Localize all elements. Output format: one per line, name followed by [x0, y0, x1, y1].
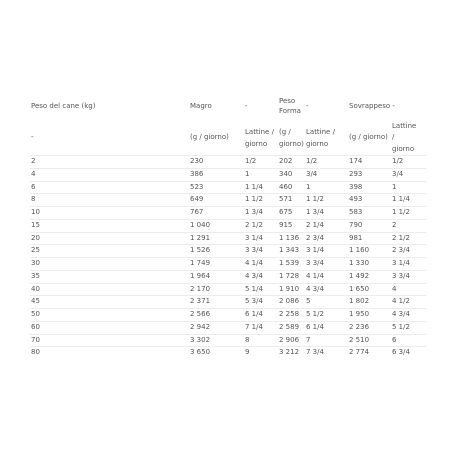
cell-sovra-g: 2 510: [349, 335, 370, 344]
cell-forma-g: 1 343: [279, 246, 300, 255]
cell-magro-g: 2 170: [190, 284, 211, 293]
subheader-magro-lattine-l1: Lattine /: [245, 128, 274, 136]
cell-forma-g: 2 086: [279, 297, 300, 306]
cell-sovra-lattine: 4 3/4: [392, 310, 410, 318]
cell-weight: 80: [31, 348, 40, 357]
cell-weight: 20: [31, 233, 40, 242]
cell-magro-lattine: 1 3/4: [245, 208, 263, 216]
subheader-magro-lattine-l2: giorno: [245, 140, 268, 148]
cell-forma-g: 2 906: [279, 335, 300, 344]
cell-sovra-g: 790: [349, 220, 363, 229]
cell-magro-lattine: 1: [245, 169, 250, 178]
cell-magro-g: 2 566: [190, 310, 211, 318]
cell-forma-lattine: 2 3/4: [306, 233, 324, 242]
row-divider: [30, 168, 426, 169]
cell-forma-lattine: 1 1/2: [306, 195, 324, 204]
cell-magro-lattine: 8: [245, 335, 250, 344]
cell-magro-g: 1 526: [190, 246, 211, 255]
cell-magro-g: 3 650: [190, 348, 211, 357]
row-divider: [30, 334, 426, 335]
cell-weight: 30: [31, 259, 40, 267]
row-divider: [30, 308, 426, 309]
cell-sovra-g: 1 650: [349, 284, 370, 293]
cell-magro-lattine: 3 3/4: [245, 246, 263, 255]
row-divider: [30, 193, 426, 194]
cell-forma-lattine: 7 3/4: [306, 348, 324, 357]
cell-weight: 10: [31, 208, 40, 216]
cell-magro-g: 1 291: [190, 233, 211, 242]
row-divider: [30, 295, 426, 296]
subheader-forma-g-l1: (g /: [279, 128, 291, 136]
cell-magro-g: 1 964: [190, 271, 211, 280]
subheader-forma-lattine-l1: Lattine /: [306, 128, 335, 136]
header-dash-1: -: [245, 102, 248, 110]
cell-magro-lattine: 2 1/2: [245, 220, 263, 229]
cell-forma-lattine: 5: [306, 297, 311, 306]
cell-magro-lattine: 5 1/4: [245, 284, 263, 293]
row-divider: [30, 321, 426, 322]
cell-forma-g: 460: [279, 182, 293, 191]
subheader-sovra-g: (g / giorno): [349, 133, 388, 141]
cell-magro-lattine: 4 3/4: [245, 271, 263, 280]
cell-sovra-lattine: 3 3/4: [392, 271, 410, 280]
cell-magro-lattine: 5 3/4: [245, 297, 263, 306]
cell-forma-g: 571: [279, 195, 293, 204]
subheader-sovra-lattine-l3: giorno: [392, 145, 415, 153]
cell-forma-g: 3 212: [279, 348, 300, 357]
row-divider: [30, 283, 426, 284]
header-sovrappeso: Sovrappeso -: [349, 102, 395, 110]
cell-sovra-g: 2 236: [349, 322, 370, 331]
cell-magro-lattine: 4 1/4: [245, 259, 263, 267]
cell-forma-g: 1 910: [279, 284, 300, 293]
cell-magro-lattine: 9: [245, 348, 250, 357]
cell-sovra-g: 1 802: [349, 297, 370, 306]
cell-weight: 4: [31, 169, 36, 178]
cell-magro-lattine: 7 1/4: [245, 322, 263, 331]
cell-forma-g: 1 539: [279, 259, 300, 267]
cell-forma-lattine: 3/4: [306, 169, 318, 178]
cell-weight: 45: [31, 297, 40, 306]
header-peso-forma-line2: Forma: [279, 107, 301, 115]
row-divider: [30, 257, 426, 258]
cell-weight: 15: [31, 220, 40, 229]
cell-forma-g: 2 589: [279, 322, 300, 331]
cell-weight: 8: [31, 195, 36, 204]
cell-magro-g: 1 749: [190, 259, 211, 267]
cell-weight: 25: [31, 246, 40, 255]
cell-weight: 50: [31, 310, 40, 318]
cell-magro-g: 767: [190, 208, 204, 216]
subheader-forma-lattine-l2: giorno: [306, 140, 329, 148]
subheader-magro-g: (g / giorno): [190, 133, 229, 141]
subheader-forma-g-l2: giorno): [279, 140, 304, 148]
cell-forma-lattine: 2 1/4: [306, 220, 324, 229]
cell-magro-lattine: 6 1/4: [245, 310, 263, 318]
cell-sovra-g: 493: [349, 195, 363, 204]
subheader-sovra-lattine-l2: /: [392, 133, 395, 141]
cell-magro-g: 3 302: [190, 335, 211, 344]
cell-forma-g: 340: [279, 169, 293, 178]
cell-sovra-g: 2 774: [349, 348, 370, 357]
cell-forma-lattine: 7: [306, 335, 311, 344]
cell-sovra-g: 293: [349, 169, 363, 178]
cell-sovra-lattine: 6: [392, 335, 397, 344]
cell-magro-lattine: 1/2: [245, 157, 257, 165]
row-divider: [30, 181, 426, 182]
row-divider: [30, 346, 426, 347]
cell-forma-g: 1 136: [279, 233, 300, 242]
cell-sovra-lattine: 3/4: [392, 169, 404, 178]
row-divider: [30, 206, 426, 207]
cell-sovra-g: 1 160: [349, 246, 370, 255]
cell-magro-g: 2 371: [190, 297, 211, 306]
cell-sovra-lattine: 2 3/4: [392, 246, 410, 255]
row-divider: [30, 244, 426, 245]
cell-sovra-lattine: 4: [392, 284, 397, 293]
cell-weight: 70: [31, 335, 40, 344]
cell-forma-g: 2 258: [279, 310, 300, 318]
cell-magro-g: 1 040: [190, 220, 211, 229]
cell-sovra-lattine: 1/2: [392, 157, 404, 165]
cell-sovra-g: 174: [349, 157, 363, 165]
cell-sovra-lattine: 2 1/2: [392, 233, 410, 242]
row-divider: [30, 219, 426, 220]
cell-forma-g: 915: [279, 220, 293, 229]
cell-forma-lattine: 1: [306, 182, 311, 191]
cell-forma-lattine: 6 1/4: [306, 322, 324, 331]
cell-sovra-lattine: 1 1/2: [392, 208, 410, 216]
cell-sovra-lattine: 4 1/2: [392, 297, 410, 306]
cell-sovra-g: 1 492: [349, 271, 370, 280]
cell-forma-lattine: 1/2: [306, 157, 318, 165]
header-peso-forma-line1: Peso: [279, 97, 296, 105]
cell-magro-g: 2 942: [190, 322, 211, 331]
cell-forma-g: 675: [279, 208, 293, 216]
cell-sovra-lattine: 6 3/4: [392, 348, 410, 357]
cell-sovra-g: 1 950: [349, 310, 370, 318]
cell-weight: 40: [31, 284, 40, 293]
cell-weight: 2: [31, 157, 36, 165]
cell-magro-g: 523: [190, 182, 204, 191]
cell-magro-g: 386: [190, 169, 204, 178]
header-magro: Magro: [190, 102, 212, 110]
cell-magro-lattine: 1 1/4: [245, 182, 263, 191]
row-divider: [30, 155, 426, 156]
cell-sovra-lattine: 1 1/4: [392, 195, 410, 204]
cell-forma-g: 1 728: [279, 271, 300, 280]
cell-weight: 35: [31, 271, 40, 280]
cell-sovra-g: 398: [349, 182, 363, 191]
cell-sovra-lattine: 1: [392, 182, 397, 191]
cell-forma-lattine: 3 1/4: [306, 246, 324, 255]
cell-forma-g: 202: [279, 157, 293, 165]
cell-forma-lattine: 4 1/4: [306, 271, 324, 280]
cell-sovra-g: 583: [349, 208, 363, 216]
cell-sovra-g: 1 330: [349, 259, 370, 267]
row-divider: [30, 270, 426, 271]
cell-sovra-lattine: 2: [392, 220, 397, 229]
cell-forma-lattine: 3 3/4: [306, 259, 324, 267]
subheader-dash: -: [31, 133, 34, 141]
cell-magro-lattine: 1 1/2: [245, 195, 263, 204]
header-dash-2: -: [306, 102, 309, 110]
cell-sovra-lattine: 3 1/4: [392, 259, 410, 267]
cell-weight: 6: [31, 182, 36, 191]
cell-magro-g: 649: [190, 195, 204, 204]
cell-forma-lattine: 1 3/4: [306, 208, 324, 216]
header-weight: Peso del cane (kg): [31, 102, 96, 110]
cell-sovra-g: 981: [349, 233, 363, 242]
cell-magro-lattine: 3 1/4: [245, 233, 263, 242]
cell-sovra-lattine: 5 1/2: [392, 322, 410, 331]
cell-forma-lattine: 5 1/2: [306, 310, 324, 318]
row-divider: [30, 232, 426, 233]
cell-magro-g: 230: [190, 157, 204, 165]
cell-forma-lattine: 4 3/4: [306, 284, 324, 293]
subheader-sovra-lattine-l1: Lattine: [392, 122, 417, 130]
cell-weight: 60: [31, 322, 40, 331]
